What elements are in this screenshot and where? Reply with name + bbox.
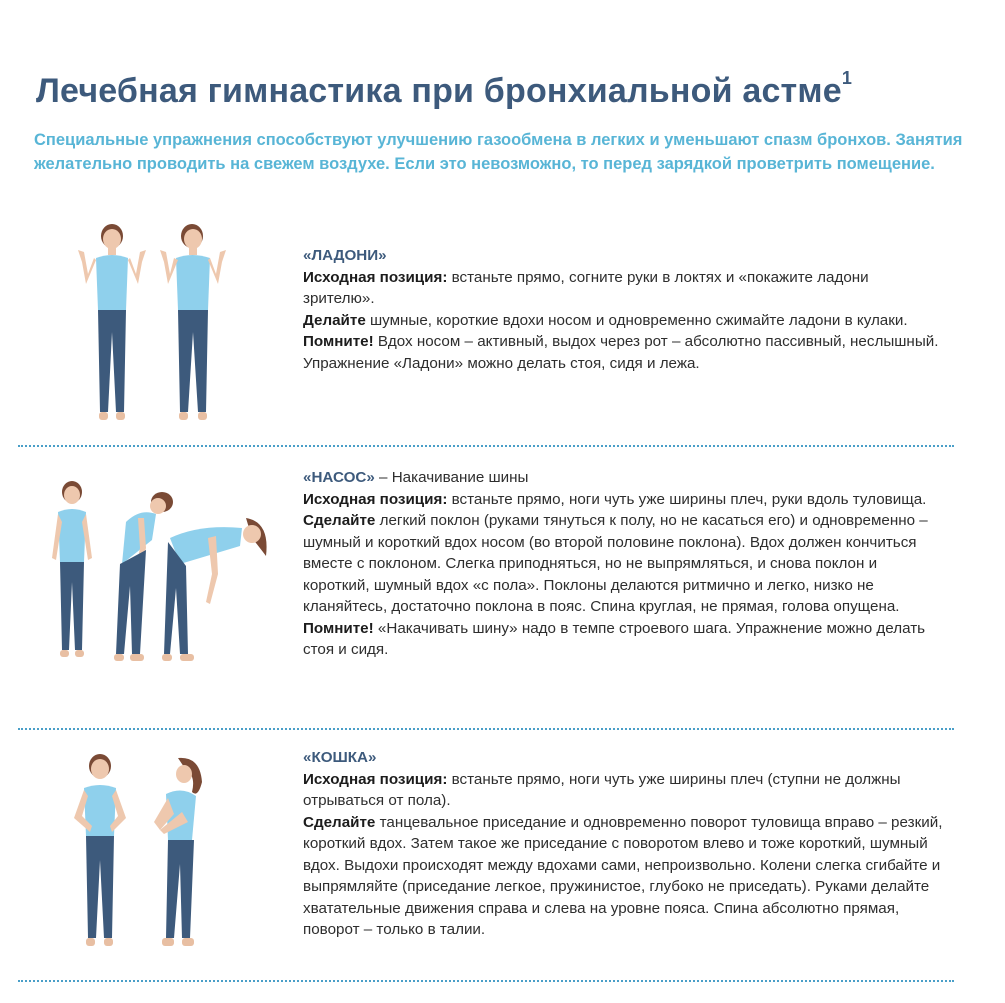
section-divider (18, 728, 954, 730)
do-label: Сделайте (303, 813, 376, 831)
start-position-text: встаньте прямо, ноги чуть уже ширины плеч (ступни не должны отрываться от пола). (303, 770, 901, 809)
figure-side-turn (154, 758, 202, 946)
figure-full-bow (162, 518, 267, 661)
section-divider (18, 980, 954, 982)
exercise-ladoni (303, 245, 943, 374)
section-divider (18, 445, 954, 447)
title-footnote-marker: 1 (841, 67, 853, 88)
exercise-name: «НАСОС» (303, 469, 375, 486)
exercise-nasos (303, 467, 943, 661)
intro-text: Специальные упражнения способствуют улучшению газообмена в легких и уменьшают спазм бронхов. Занятия желательно проводить на свежем воздухе. Если это невозможно, то перед зарядкой проветрить помещение. (34, 131, 963, 173)
figure-front (78, 224, 146, 420)
remember-text: «Накачивать шину» надо в темпе строевого шага. Упражнение можно делать стоя и сидя. (303, 619, 926, 658)
start-position-label: Исходная позиция: (303, 770, 448, 788)
koshka-illustration (60, 752, 230, 957)
figure-side (160, 224, 226, 420)
ladoni-illustration (60, 222, 250, 432)
do-text: шумные, короткие вдохи носом и одновременно сжимайте ладони в кулаки. (365, 311, 908, 329)
start-position-label: Исходная позиция: (303, 490, 448, 508)
exercise-koshka (303, 747, 943, 941)
exercise-name: «КОШКА» (303, 749, 377, 766)
figure-standing (52, 481, 92, 657)
start-position-text: встаньте прямо, согните руки в локтях и «покажите ладони зрителю». (303, 268, 869, 307)
do-label: Делайте (303, 311, 366, 329)
exercise-name: «ЛАДОНИ» (303, 247, 387, 264)
start-position-label: Исходная позиция: (303, 268, 448, 286)
remember-text: Вдох носом – активный, выдох через рот – абсолютно пассивный, неслышный. Упражнение «Ладони» можно делать стоя, сидя и лежа. (303, 333, 939, 372)
page-title: Лечебная гимнастика при бронхиальной астме$^1$ (36, 67, 853, 110)
do-text: танцевальное приседание и одновременно поворот туловища вправо – резкий, короткий вдох. Затем такое же приседание с поворотом влево и тоже короткий, шумный вдох. Выдохи происходят между вдохами сами, непроизвольно. Колени слегка сгибайте и выпрямляйте (приседание легкое, пружинистое, глубоко не приседать). Руками делайте хватательные движения справа и слева на уровне пояса. Спина абсолютно прямая, поворот – только в талии. (303, 813, 943, 938)
figure-front-squat (74, 754, 126, 946)
remember-label: Помните! (303, 619, 374, 637)
exercise-subtitle: – Накачивание шины (374, 469, 529, 486)
do-text: легкий поклон (руками тянуться к полу, но не касаться его) и одновременно – шумный и короткий вдох носом (во второй половине поклона). Вдох должен кончиться вместе с поклоном. Слегка приподняться, но не выпрямляться, и снова поклон и короткий, шумный вдох «с пола». Поклоны делаются ритмично и легко, низко не кланяйтесь, достаточно поклона в пояс. Спина круглая, не прямая, голова опущена. (303, 512, 928, 615)
nasos-illustration (40, 478, 280, 673)
figure-half-bow (114, 492, 173, 661)
remember-label: Помните! (303, 333, 374, 350)
start-position-text: встаньте прямо, ноги чуть уже ширины плеч, руки вдоль туловища. (447, 490, 927, 508)
do-label: Сделайте (303, 512, 376, 529)
